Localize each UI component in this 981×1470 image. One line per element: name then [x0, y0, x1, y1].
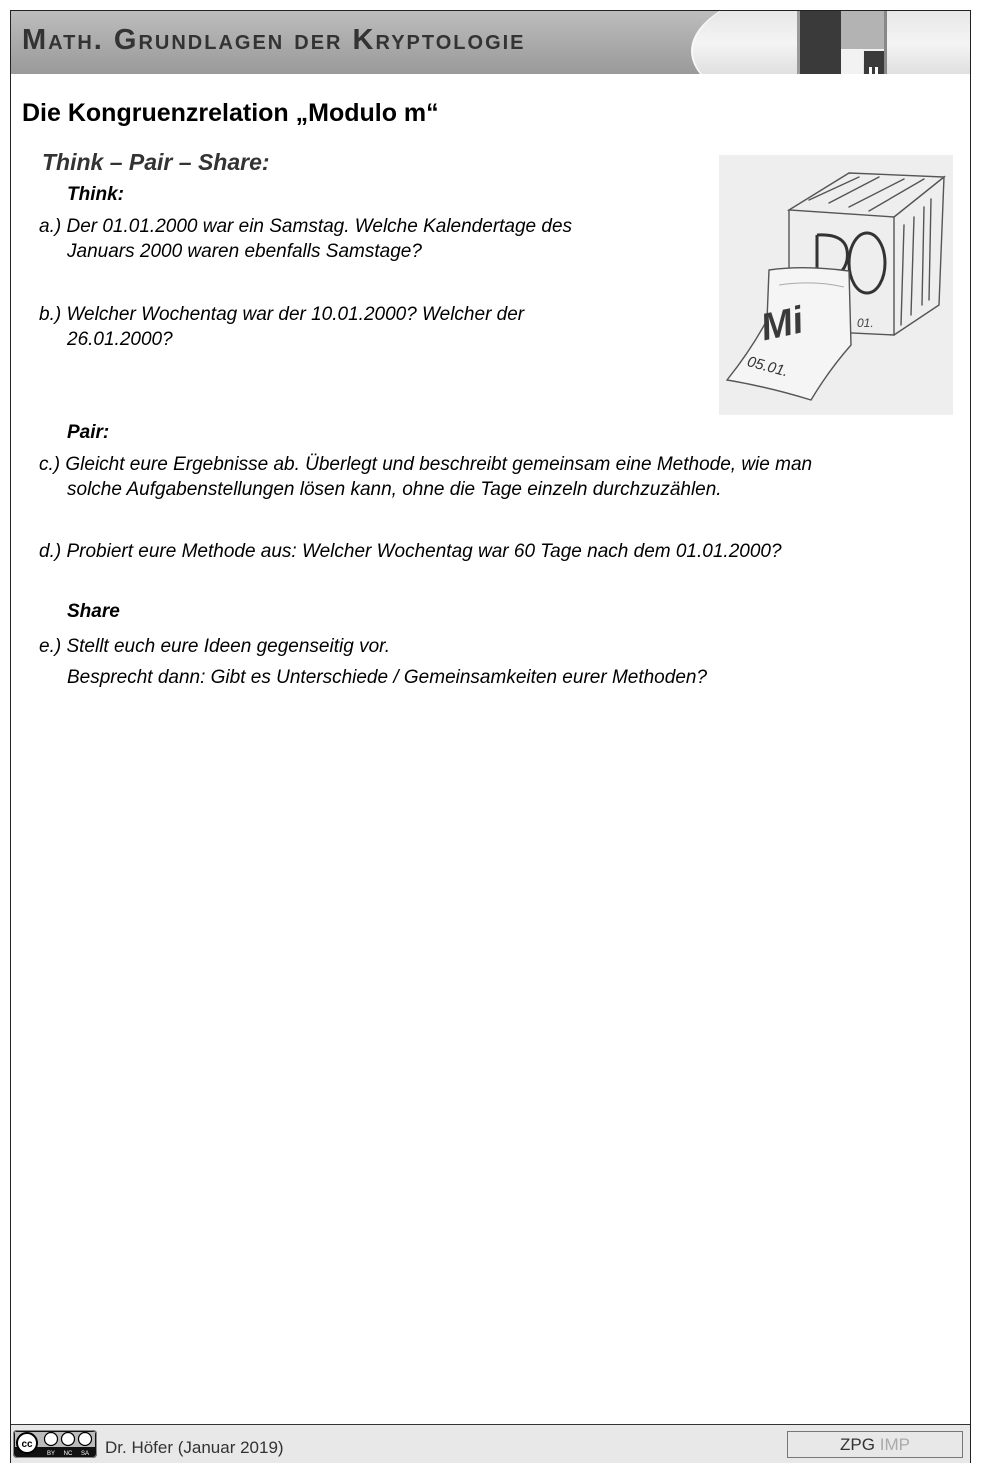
- task-label: c.): [39, 454, 61, 475]
- share-heading: Share: [67, 601, 120, 622]
- header-decoration-block: [841, 49, 863, 74]
- task-label: e.): [39, 636, 62, 657]
- task-text: Der 01.01.2000 war ein Samstag. Welche Kalendertage des: [66, 216, 573, 237]
- calendar-cube-illustration: [719, 155, 953, 415]
- worksheet-page: [10, 10, 971, 1463]
- cube-date-text: 01.: [857, 316, 874, 330]
- footer-author: Dr. Höfer (Januar 2019): [105, 1438, 284, 1457]
- brand-imp: IMP: [879, 1435, 910, 1454]
- cc-text: cc: [21, 1439, 33, 1450]
- task-e: [39, 631, 959, 693]
- task-text: Januars 2000 waren ebenfalls Samstage?: [67, 241, 422, 262]
- pair-heading: Pair:: [67, 422, 110, 443]
- cc-sa-text: SA: [80, 1451, 90, 1457]
- header-decoration-block: [864, 51, 884, 74]
- subtitle: Think – Pair – Share:: [42, 149, 270, 175]
- header-title: Math. Grundlagen der Kryptologie: [22, 24, 526, 56]
- task-label: d.): [39, 541, 62, 562]
- page-title: Die Kongruenzrelation „Modulo m“: [22, 99, 439, 127]
- header-decoration-block: [797, 11, 843, 74]
- think-heading: Think:: [67, 184, 124, 205]
- task-text: Besprecht dann: Gibt es Unterschiede / Gemeinsamkeiten eurer Methoden?: [67, 667, 708, 688]
- brand-zpg: ZPG: [840, 1435, 875, 1454]
- task-d: [39, 539, 959, 564]
- task-label: a.): [39, 216, 62, 237]
- task-a: [39, 214, 679, 264]
- task-b: [39, 302, 679, 352]
- task-c: [39, 452, 959, 502]
- task-text: Stellt euch eure Ideen gegenseitig vor.: [66, 636, 391, 657]
- task-text: Probiert eure Methode aus: Welcher Wochentag war 60 Tage nach dem 01.01.2000?: [66, 541, 782, 562]
- header-decoration-block: [884, 11, 887, 74]
- header-decoration-block: [841, 11, 884, 49]
- footer: [11, 1424, 970, 1463]
- task-text: solche Aufgabenstellungen lösen kann, ohne die Tage einzeln durchzuzählen.: [67, 479, 722, 500]
- zpg-imp-logo: [787, 1431, 963, 1458]
- task-text: Welcher Wochentag war der 10.01.2000? Welcher der: [66, 304, 525, 325]
- header-decoration-block: [869, 67, 872, 74]
- task-text: Gleicht eure Ergebnisse ab. Überlegt und beschreibt gemeinsam eine Methode, wie man: [65, 454, 813, 475]
- page-date-text: 05.01.: [745, 353, 791, 381]
- task-text: 26.01.2000?: [67, 329, 173, 350]
- cc-by-text: BY: [46, 1451, 56, 1457]
- calendar-cube-sketch: [719, 155, 953, 415]
- task-label: b.): [39, 304, 62, 325]
- page-day-text: Mi: [757, 299, 808, 350]
- header-decoration-block: [875, 67, 878, 74]
- cc-license-badge: [13, 1430, 97, 1458]
- cc-nc-text: NC: [63, 1451, 73, 1457]
- cc-by-nc-sa-icon: [13, 1430, 97, 1458]
- header-banner: [11, 11, 970, 74]
